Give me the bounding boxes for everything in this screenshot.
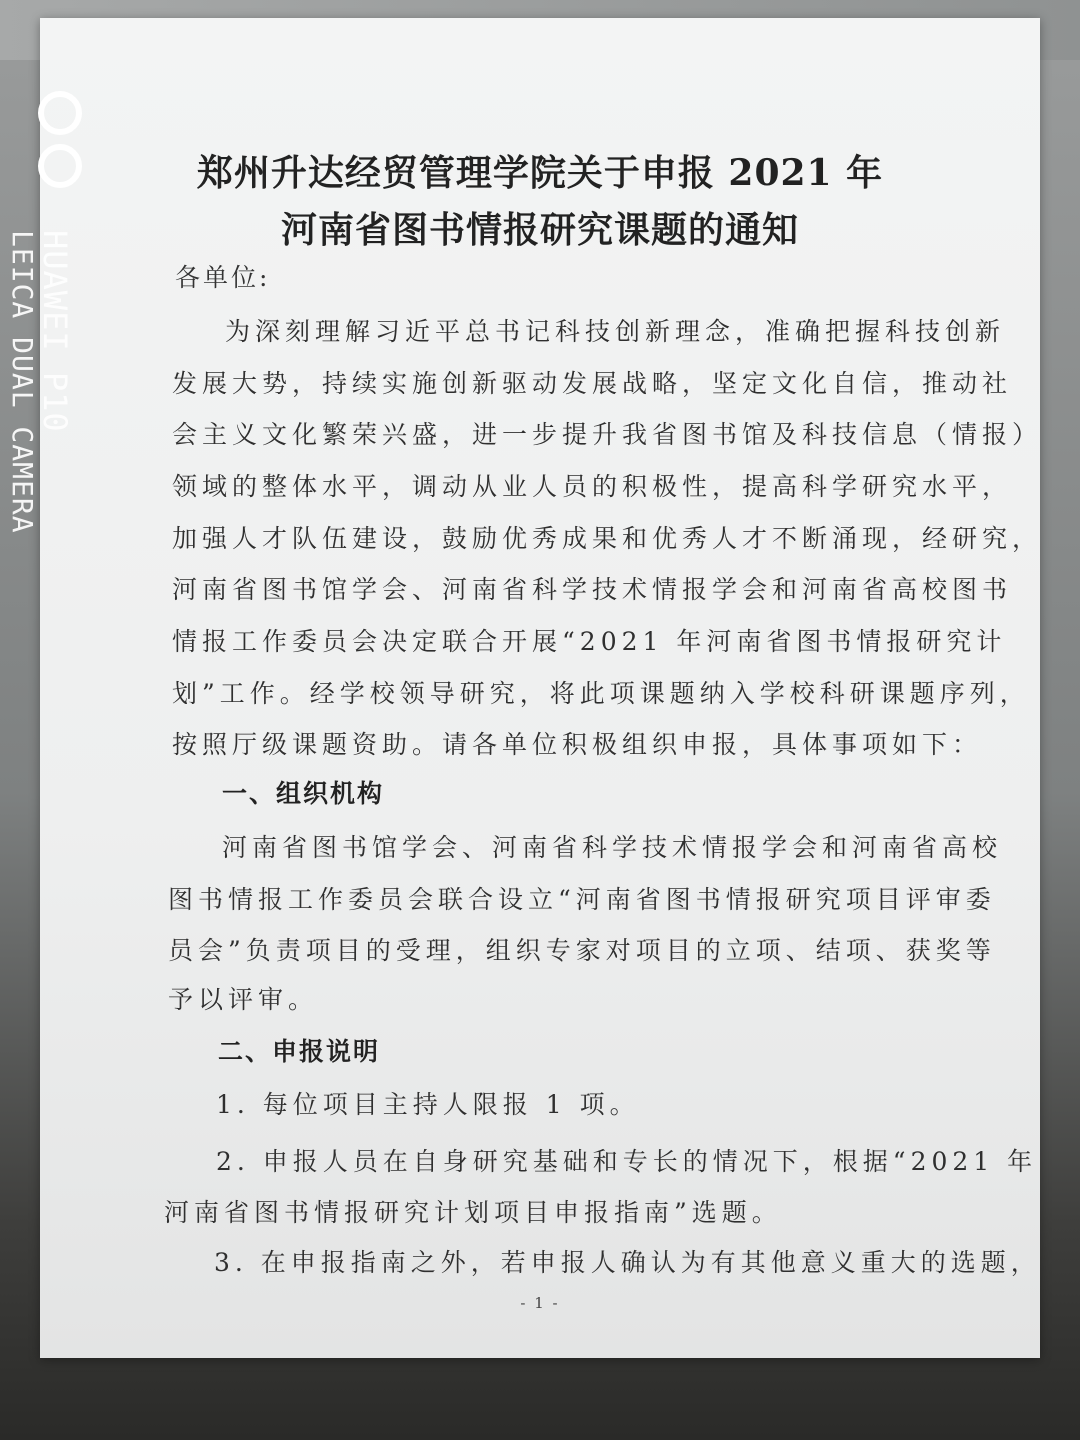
paragraph-line: 2. 申报人员在自身研究基础和专长的情况下，根据“2021 年 bbox=[216, 1147, 1038, 1176]
salutation: 各单位: bbox=[175, 263, 271, 292]
section-heading-organization: 一、组织机构 bbox=[222, 779, 385, 808]
paragraph-line: 按照厅级课题资助。请各单位积极组织申报，具体事项如下： bbox=[172, 730, 983, 759]
watermark-text bbox=[6, 230, 72, 534]
camera-watermark bbox=[0, 40, 110, 540]
paragraph-line: 为深刻理解习近平总书记科技创新理念，准确把握科技创新 bbox=[225, 317, 1006, 346]
paragraph-line: 领域的整体水平，调动从业人员的积极性，提高科学研究水平， bbox=[172, 472, 1013, 501]
paragraph-line: 1. 每位项目主持人限报 1 项。 bbox=[216, 1090, 640, 1119]
paragraph-line: 划”工作。经学校领导研究，将此项课题纳入学校科研课题序列， bbox=[172, 679, 1030, 708]
paragraph-line: 会主义文化繁荣兴盛，进一步提升我省图书馆及科技信息（情报） bbox=[172, 420, 1043, 449]
paragraph-line: 员会”负责项目的受理，组织专家对项目的立项、结项、获奖等 bbox=[168, 936, 996, 965]
paragraph-line: 予以评审。 bbox=[168, 985, 319, 1014]
paragraph-line: 图书情报工作委员会联合设立“河南省图书情报研究项目评审委 bbox=[168, 885, 996, 914]
watermark-line-2: LEICA DUAL CAMERA bbox=[6, 230, 39, 534]
paragraph-line: 河南省图书馆学会、河南省科学技术情报学会和河南省高校 bbox=[222, 833, 1003, 862]
watermark-line-1: HUAWEI P10 bbox=[36, 230, 74, 433]
document-title-line-1: 郑州升达经贸管理学院关于申报 2021 年 bbox=[196, 152, 884, 194]
paragraph-line: 河南省图书馆学会、河南省科学技术情报学会和河南省高校图书 bbox=[172, 575, 1013, 604]
paragraph-line: 河南省图书情报研究计划项目申报指南”选题。 bbox=[164, 1198, 782, 1227]
paragraph-line: 发展大势，持续实施创新驱动发展战略，坚定文化自信，推动社 bbox=[172, 369, 1013, 398]
section-heading-application: 二、申报说明 bbox=[218, 1037, 381, 1066]
paragraph-line: 3. 在申报指南之外，若申报人确认为有其他意义重大的选题， bbox=[214, 1248, 1041, 1277]
page-number: - 1 - bbox=[520, 1294, 560, 1312]
paragraph-line: 情报工作委员会决定联合开展“2021 年河南省图书情报研究计 bbox=[172, 627, 1007, 656]
document-title-line-2: 河南省图书情报研究课题的通知 bbox=[280, 209, 799, 251]
paragraph-line: 加强人才队伍建设，鼓励优秀成果和优秀人才不断涌现，经研究， bbox=[172, 524, 1043, 553]
